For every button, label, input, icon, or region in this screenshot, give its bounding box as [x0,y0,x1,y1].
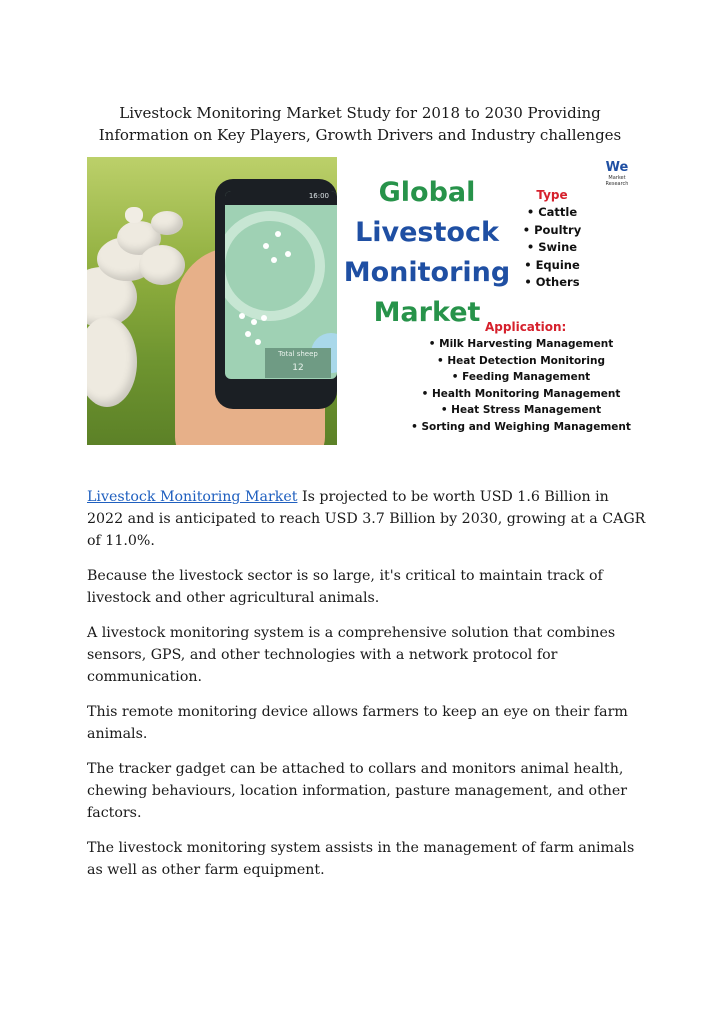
type-item: • Poultry [522,222,582,237]
sheep-location-dot [251,319,257,325]
type-item: • Equine [524,257,580,272]
sheep-location-dot [271,257,277,263]
infographic-banner [87,157,635,445]
headline-word: Monitoring [343,257,511,288]
banner-headline [339,173,515,333]
sheep-location-dot [263,243,269,249]
headline-word: Global [378,177,476,208]
total-sheep-count: 12 [292,363,304,373]
application-item: • Heat Stress Management [440,404,602,417]
sheep-location-dot [285,251,291,257]
title-line-2: Information on Key Players, Growth Drivers and Industry challenges [98,126,622,144]
sheep [87,317,137,407]
application-list [409,336,633,436]
phone-status-bar [225,191,337,205]
headline-word: Market [373,297,481,328]
application-heading: Application: [485,320,567,334]
application-section [409,336,633,436]
application-item: • Sorting and Weighing Management [411,420,631,433]
sheep-head [125,207,143,223]
title-line-1: Livestock Monitoring Market Study for 2018 to 2030 Providing [119,104,601,122]
total-sheep-label: Total sheep [278,350,318,358]
phone-time: 16:00 [308,192,329,200]
article-body [87,486,647,894]
logo-text: Research [605,181,629,187]
type-section [515,187,589,292]
logo-text: Market [608,175,626,181]
type-list [515,204,589,292]
phone-screen-map [225,191,337,379]
application-item: • Milk Harvesting Management [428,338,614,350]
application-item: • Feeding Management [451,371,591,384]
market-report-link[interactable]: Livestock Monitoring Market [87,489,298,505]
headline-word: Livestock [355,217,499,248]
paragraph-intro [87,486,647,552]
total-sheep-card [265,348,331,378]
document-title [60,102,660,146]
paragraph: The tracker gadget can be attached to collars and monitors animal health, chewing behaviours, location information, pasture management, and other factors. [87,761,628,821]
publisher-logo [601,161,633,187]
sheep-location-dot [261,315,267,321]
type-item: • Others [524,275,580,289]
pasture-boundary [225,211,325,321]
intro-text: Is projected to be worth USD 1.6 Billion in 2022 and is anticipated to reach USD 3.7 Billion by 2030, growing at a CAGR of 11.0%. [87,489,646,549]
paragraph: A livestock monitoring system is a comprehensive solution that combines sensors, GPS, and other technologies with a network protocol for communication. [87,625,616,685]
paragraph: This remote monitoring device allows farmers to keep an eye on their farm animals. [87,704,628,742]
sheep-location-dot [275,231,281,237]
type-heading: Type [536,188,568,202]
sheep-location-dot [255,339,261,345]
logo-mark: We [605,160,629,175]
sheep [139,245,185,285]
sheep-location-dot [245,331,251,337]
type-item: • Cattle [526,205,578,219]
application-item: • Health Monitoring Management [421,387,621,400]
paragraph: The livestock monitoring system assists in the management of farm animals as well as other farm equipment. [87,840,635,878]
type-item: • Swine [526,240,578,254]
sheep-location-dot [239,313,245,319]
application-item: • Heat Detection Monitoring [437,354,605,367]
sheep [151,211,183,235]
paragraph: Because the livestock sector is so large, it's critical to maintain track of livestock and other agricultural animals. [87,568,603,606]
